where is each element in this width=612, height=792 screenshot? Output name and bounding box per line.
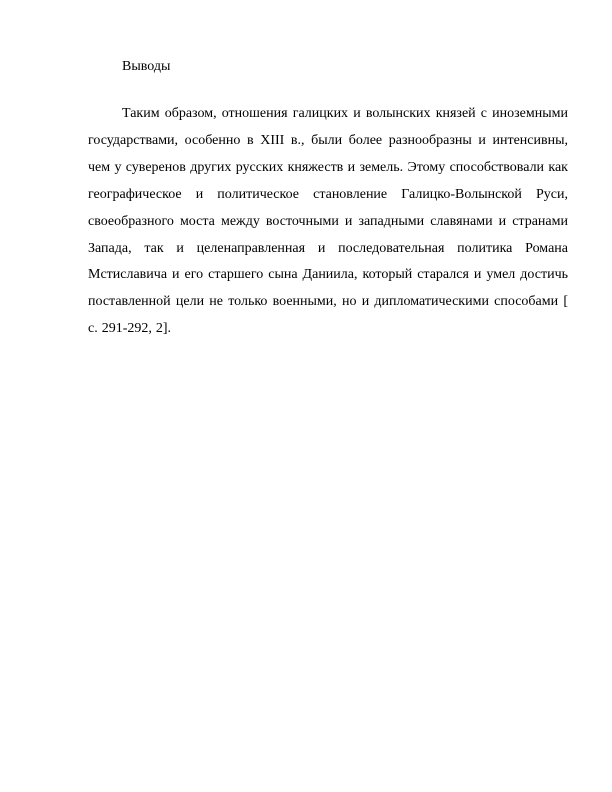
section-heading: Выводы — [122, 59, 171, 74]
body-paragraph: Таким образом, отношения галицких и волынских князей с иноземными государствами, особенно в XIII в., были более разнообразны и интенсивны, чем у суверенов других русских княжеств и земель. Этому способствовали как географическое и политическое становление Галицко-Волынской Руси, своеобразного моста между восточными и западными славянами и странами Запада, так и целенаправленная и последовательная политика Романа Мстиславича и его старшего сына Даниила, который старался и умел достичь поставленной цели не только военными, но и дипломатическими способами [ с. 291-292, 2]. — [88, 106, 568, 337]
